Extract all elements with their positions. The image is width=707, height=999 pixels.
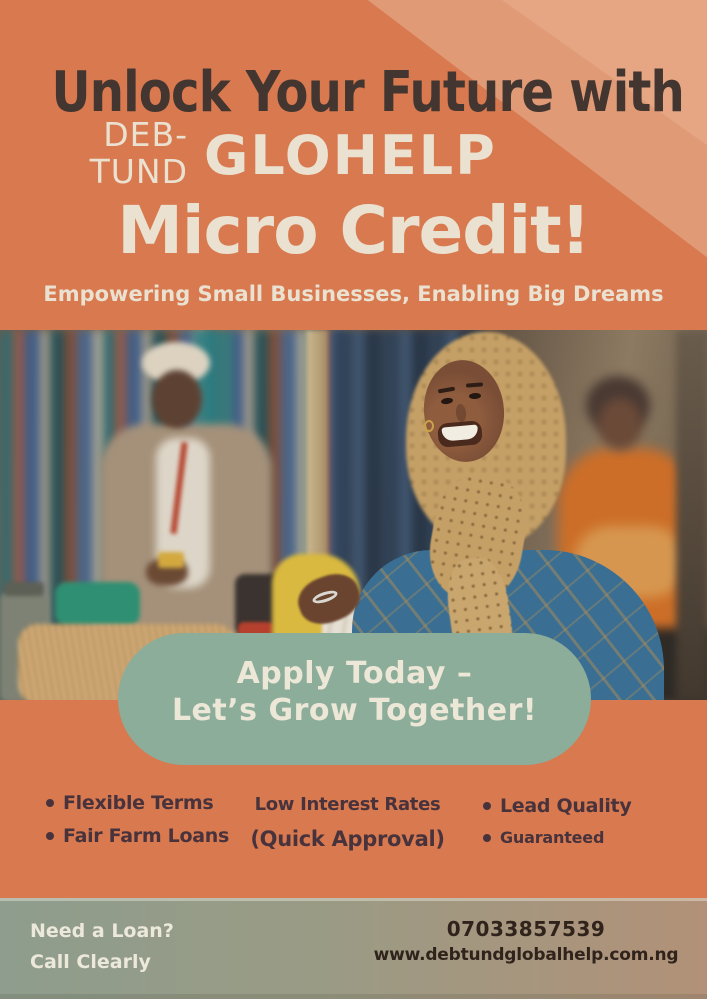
ring-bullet-icon: [46, 799, 54, 807]
foreground-woman-earring: [424, 420, 434, 432]
brand-line-1: DEB-: [103, 115, 188, 154]
product-title: Micro Credit!: [117, 192, 590, 269]
need-line-1: Need a Loan?: [30, 920, 174, 942]
footer-section: [0, 898, 707, 999]
features-middle-column: [245, 794, 450, 851]
feature-quick-approval: (Quick Approval): [250, 827, 445, 851]
need-line-2: Call Clearly: [30, 951, 151, 973]
features-right-column: [483, 795, 631, 858]
cta-line-2: Let’s Grow Together!: [171, 693, 538, 728]
org-name: GLOHELP: [204, 124, 497, 187]
cta-pill: [118, 633, 591, 765]
headline: Unlock Your Future with: [51, 60, 684, 125]
vendor-man-item: [158, 552, 184, 568]
feature-label: Guaranteed: [500, 828, 605, 847]
contact-block: [366, 914, 686, 965]
need-a-loan-block: [30, 916, 174, 978]
feature-label: Fair Farm Loans: [63, 825, 229, 847]
feature-guaranteed: [483, 828, 631, 847]
ring-bullet-icon: [483, 834, 491, 842]
ring-bullet-icon: [46, 832, 54, 840]
features-left-column: [46, 792, 229, 858]
website-url: www.debtundglobalhelp.com.ng: [373, 945, 679, 965]
feature-low-interest-rates: Low Interest Rates: [254, 794, 441, 815]
brand-line-2: TUND: [89, 152, 188, 191]
brand-logo: [82, 116, 188, 190]
background-woman-face: [598, 398, 642, 450]
feature-label: Lead Quality: [500, 795, 632, 817]
vendor-man-face: [152, 370, 202, 428]
photo-right-edge: [676, 330, 707, 701]
ring-bullet-icon: [483, 802, 491, 810]
feature-lead-quality: [483, 795, 631, 817]
tagline: Empowering Small Businesses, Enabling Big Dreams: [43, 282, 664, 306]
green-cloth: [55, 582, 140, 626]
cta-line-1: Apply Today –: [236, 656, 473, 691]
feature-fair-farm-loans: [46, 825, 229, 847]
phone-number: 07033857539: [446, 917, 606, 941]
feature-flexible-terms: [46, 792, 229, 814]
header-section: [0, 0, 707, 330]
jar-lid: [4, 582, 44, 596]
feature-label: Flexible Terms: [63, 792, 214, 814]
